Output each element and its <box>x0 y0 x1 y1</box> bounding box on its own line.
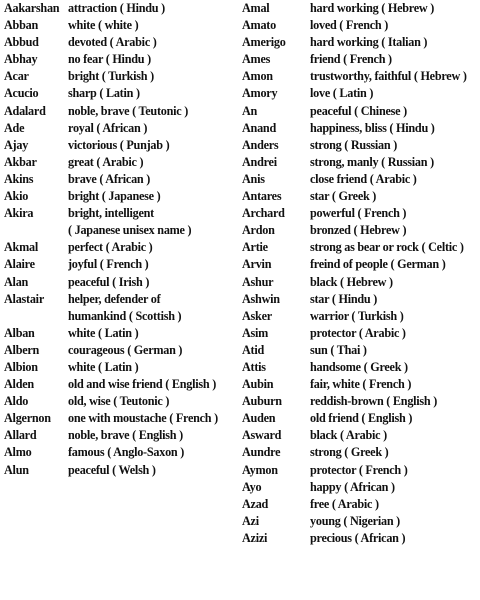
entry-name: Acucio <box>4 86 39 101</box>
left-name-column <box>4 0 236 479</box>
name-entry <box>4 68 236 85</box>
name-entry <box>4 462 236 479</box>
entry-meaning: happiness, bliss ( Hindu ) <box>310 120 435 135</box>
entry-name: Azad <box>242 496 269 511</box>
name-entry <box>4 239 236 256</box>
name-entry <box>4 291 236 308</box>
entry-name: Auden <box>242 411 276 426</box>
entry-meaning: perfect ( Arabic ) <box>68 240 153 255</box>
entry-name: Anand <box>242 120 276 135</box>
entry-meaning: star ( Greek ) <box>310 189 377 204</box>
name-entry <box>242 171 478 188</box>
entry-meaning: famous ( Anglo-Saxon ) <box>68 445 185 460</box>
entry-meaning: star ( Hindu ) <box>310 291 378 306</box>
entry-meaning: no fear ( Hindu ) <box>68 52 151 67</box>
entry-meaning: one with moustache ( French ) <box>68 411 218 426</box>
entry-meaning: helper, defender of <box>68 291 161 306</box>
entry-meaning: victorious ( Punjab ) <box>68 137 170 152</box>
entry-name: Ashwin <box>242 291 280 306</box>
entry-name: Anis <box>242 171 265 186</box>
entry-meaning: freind of people ( German ) <box>310 257 446 272</box>
entry-name: Atid <box>242 342 265 357</box>
entry-meaning: old and wise friend ( English ) <box>68 377 217 392</box>
name-entry <box>242 359 478 376</box>
name-entry <box>242 85 478 102</box>
entry-meaning: old friend ( English ) <box>310 411 413 426</box>
right-name-column <box>242 0 478 547</box>
entry-name: Auburn <box>242 394 282 409</box>
entry-name: Antares <box>242 189 282 204</box>
entry-meaning: friend ( French ) <box>310 52 392 67</box>
name-entry <box>4 427 236 444</box>
entry-meaning: protector ( French ) <box>310 462 408 477</box>
entry-name: Akins <box>4 171 34 186</box>
entry-name: Alastair <box>4 291 44 306</box>
entry-name: Alun <box>4 462 29 477</box>
entry-name: Ashur <box>242 274 274 289</box>
entry-name: Ames <box>242 52 271 67</box>
entry-name: Almo <box>4 445 32 460</box>
name-entry <box>242 222 478 239</box>
entry-name: Alan <box>4 274 29 289</box>
entry-meaning: peaceful ( Irish ) <box>68 274 150 289</box>
entry-name: Artie <box>242 240 268 255</box>
name-entry <box>242 410 478 427</box>
entry-name: Asward <box>242 428 282 443</box>
entry-meaning: bronzed ( Hebrew ) <box>310 223 407 238</box>
name-entry <box>242 530 478 547</box>
name-entry <box>4 85 236 102</box>
entry-meaning: humankind ( Scottish ) <box>68 308 182 323</box>
entry-meaning: free ( Arabic ) <box>310 496 379 511</box>
name-entry <box>242 103 478 120</box>
entry-name: Akmal <box>4 240 38 255</box>
entry-name: Alden <box>4 377 34 392</box>
entry-meaning: loved ( French ) <box>310 18 389 33</box>
name-entry <box>4 444 236 461</box>
entry-name: Amerigo <box>242 35 286 50</box>
name-entry <box>242 188 478 205</box>
entry-meaning: reddish-brown ( English ) <box>310 394 438 409</box>
entry-meaning: strong, manly ( Russian ) <box>310 154 434 169</box>
entry-name: Abhay <box>4 52 38 67</box>
entry-name: Akbar <box>4 154 37 169</box>
entry-name: Asker <box>242 308 272 323</box>
entry-name: Andrei <box>242 154 277 169</box>
entry-meaning: black ( Hebrew ) <box>310 274 393 289</box>
entry-meaning: ( Japanese unisex name ) <box>68 223 192 238</box>
entry-name: Akio <box>4 189 29 204</box>
entry-meaning: handsome ( Greek ) <box>310 359 408 374</box>
entry-meaning: happy ( African ) <box>310 479 395 494</box>
name-entry <box>242 393 478 410</box>
entry-name: Anders <box>242 137 279 152</box>
entry-name: Akira <box>4 206 34 221</box>
name-entry <box>242 462 478 479</box>
name-entry <box>4 171 236 188</box>
entry-name: Amal <box>242 1 270 15</box>
name-entry <box>4 154 236 171</box>
entry-meaning: powerful ( French ) <box>310 206 407 221</box>
entry-meaning: sun ( Thai ) <box>310 342 367 357</box>
entry-name: Abbud <box>4 35 39 50</box>
name-entry <box>242 479 478 496</box>
entry-name: Asim <box>242 325 269 340</box>
entry-name: Alaire <box>4 257 35 272</box>
entry-meaning: noble, brave ( English ) <box>68 428 183 443</box>
entry-meaning: black ( Arabic ) <box>310 428 387 443</box>
entry-name: Attis <box>242 359 266 374</box>
name-entry <box>4 120 236 137</box>
entry-name: Albion <box>4 359 38 374</box>
entry-meaning: bright, intelligent <box>68 206 154 221</box>
entry-meaning: great ( Arabic ) <box>68 154 144 169</box>
entry-name: Aldo <box>4 394 29 409</box>
name-entry <box>242 137 478 154</box>
name-entry <box>4 393 236 410</box>
entry-meaning: love ( Latin ) <box>310 86 374 101</box>
entry-meaning: peaceful ( Chinese ) <box>310 103 407 118</box>
entry-meaning: peaceful ( Welsh ) <box>68 462 156 477</box>
entry-name: Acar <box>4 69 29 84</box>
name-entry <box>4 0 236 17</box>
name-entry <box>4 34 236 51</box>
entry-name: Abban <box>4 18 38 33</box>
entry-meaning: strong as bear or rock ( Celtic ) <box>310 240 464 255</box>
name-entry <box>242 427 478 444</box>
entry-meaning: old, wise ( Teutonic ) <box>68 394 170 409</box>
entry-name: Archard <box>242 206 285 221</box>
entry-name: Albern <box>4 342 40 357</box>
name-entry <box>242 308 478 325</box>
entry-meaning: attraction ( Hindu ) <box>68 1 165 15</box>
name-entry <box>242 0 478 17</box>
entry-name: Algernon <box>4 411 51 426</box>
name-entry <box>4 103 236 120</box>
entry-name: Ardon <box>242 223 275 238</box>
entry-name: Ade <box>4 120 25 135</box>
entry-name: Aundre <box>242 445 281 460</box>
name-entry <box>242 205 478 222</box>
entry-meaning: hard working ( Italian ) <box>310 35 428 50</box>
name-entry <box>242 274 478 291</box>
entry-meaning: devoted ( Arabic ) <box>68 35 157 50</box>
entry-name: Alban <box>4 325 35 340</box>
name-entry <box>4 256 236 273</box>
name-entry <box>242 513 478 530</box>
entry-name: Aymon <box>242 462 278 477</box>
entry-name: Amato <box>242 18 276 33</box>
entry-name: Allard <box>4 428 37 443</box>
name-entry-continuation <box>4 222 236 239</box>
name-entry <box>242 256 478 273</box>
name-entry-continuation <box>4 308 236 325</box>
name-entry <box>242 34 478 51</box>
name-entry <box>4 205 236 222</box>
name-entry <box>242 68 478 85</box>
entry-meaning: trustworthy, faithful ( Hebrew ) <box>310 69 467 84</box>
name-entry <box>242 17 478 34</box>
entry-meaning: white ( white ) <box>68 18 139 33</box>
name-entry <box>4 325 236 342</box>
name-entry <box>4 376 236 393</box>
name-entry <box>242 376 478 393</box>
name-entry <box>242 51 478 68</box>
entry-name: Azi <box>242 513 259 528</box>
name-entry <box>242 291 478 308</box>
entry-meaning: strong ( Russian ) <box>310 137 398 152</box>
entry-name: Adalard <box>4 103 46 118</box>
entry-name: Aakarshan <box>4 1 60 15</box>
entry-meaning: hard working ( Hebrew ) <box>310 1 435 15</box>
name-entry <box>4 274 236 291</box>
entry-meaning: close friend ( Arabic ) <box>310 171 417 186</box>
entry-meaning: noble, brave ( Teutonic ) <box>68 103 189 118</box>
name-entry <box>242 154 478 171</box>
name-entry <box>4 137 236 154</box>
name-entry <box>242 444 478 461</box>
entry-meaning: joyful ( French ) <box>68 257 149 272</box>
entry-meaning: protector ( Arabic ) <box>310 325 406 340</box>
entry-name: Ajay <box>4 137 29 152</box>
name-entry <box>4 51 236 68</box>
entry-meaning: strong ( Greek ) <box>310 445 389 460</box>
entry-name: Ayo <box>242 479 262 494</box>
entry-name: Amory <box>242 86 278 101</box>
entry-name: Amon <box>242 69 273 84</box>
name-entry <box>4 359 236 376</box>
entry-name: Arvin <box>242 257 272 272</box>
entry-meaning: royal ( African ) <box>68 120 148 135</box>
entry-name: Azizi <box>242 530 268 545</box>
name-entry <box>4 17 236 34</box>
name-entry <box>4 188 236 205</box>
name-entry <box>242 325 478 342</box>
name-entry <box>242 239 478 256</box>
name-entry <box>242 496 478 513</box>
entry-meaning: sharp ( Latin ) <box>68 86 140 101</box>
name-entry <box>242 120 478 137</box>
entry-meaning: young ( Nigerian ) <box>310 513 400 528</box>
name-entry <box>4 342 236 359</box>
entry-meaning: courageous ( German ) <box>68 342 183 357</box>
name-entry <box>4 410 236 427</box>
entry-meaning: brave ( African ) <box>68 171 151 186</box>
entry-meaning: white ( Latin ) <box>68 359 139 374</box>
entry-name: Aubin <box>242 377 274 392</box>
entry-meaning: bright ( Japanese ) <box>68 189 161 204</box>
name-entry <box>242 342 478 359</box>
entry-meaning: warrior ( Turkish ) <box>310 308 404 323</box>
entry-meaning: bright ( Turkish ) <box>68 69 154 84</box>
entry-meaning: white ( Latin ) <box>68 325 139 340</box>
entry-name: An <box>242 103 258 118</box>
entry-meaning: precious ( African ) <box>310 530 406 545</box>
entry-meaning: fair, white ( French ) <box>310 377 412 392</box>
